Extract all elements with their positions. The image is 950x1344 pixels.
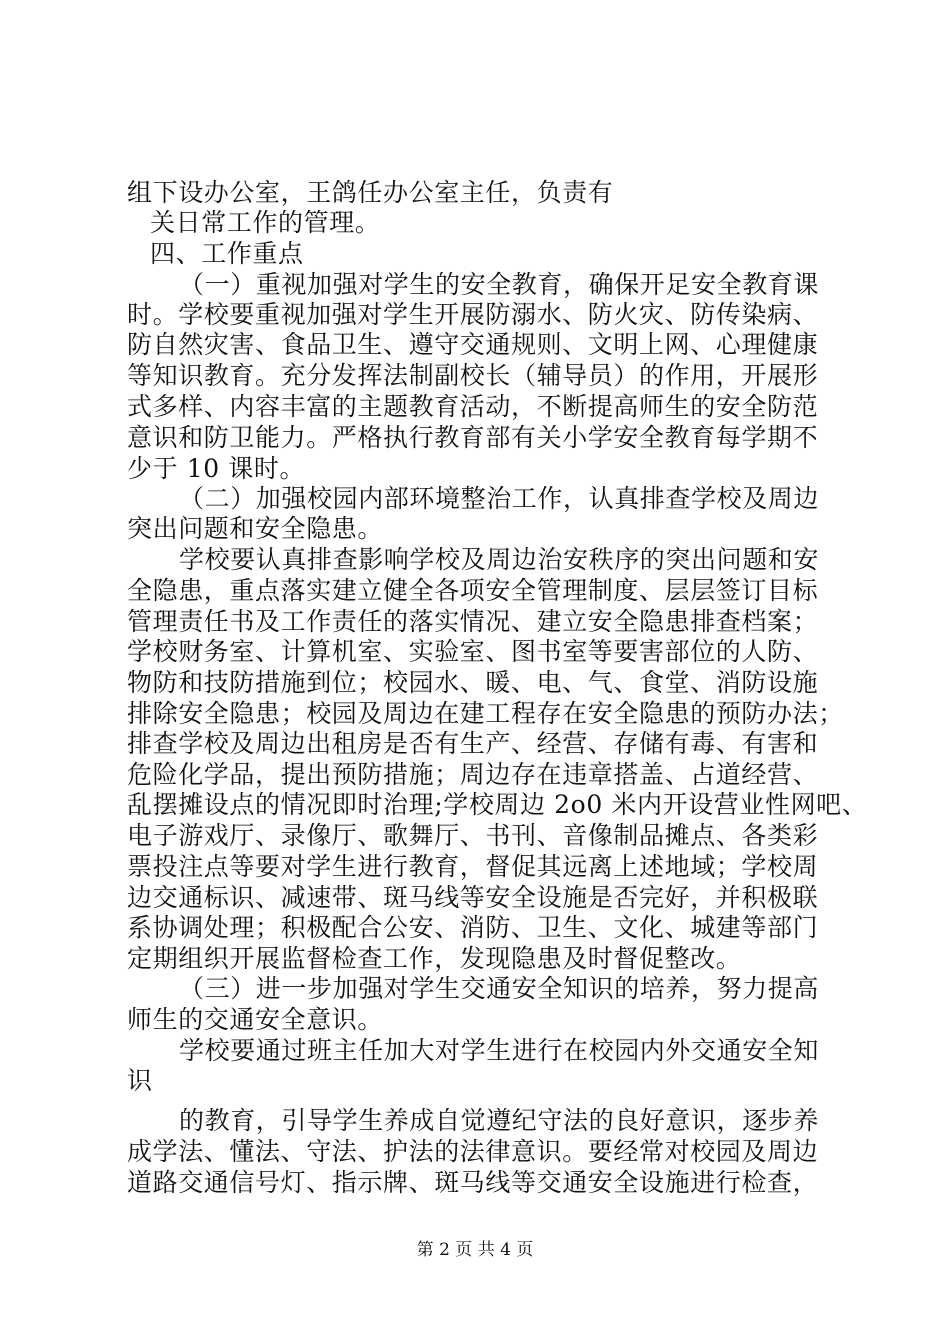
text-line: 管理责任书及工作责任的落实情况、建立安全隐患排查档案；: [127, 607, 819, 636]
text-line: 边交通标识、减速带、斑马线等安全设施是否完好，并积极联: [127, 883, 819, 912]
text-line: 意识和防卫能力。严格执行教育部有关小学安全教育每学期不: [127, 423, 819, 452]
text-line: 成学法、懂法、守法、护法的法律意识。要经常对校园及周边: [127, 1137, 819, 1166]
text-line: 定期组织开展监督检查工作，发现隐患及时督促整改。: [127, 944, 742, 973]
text-line: 时。学校要重视加强对学生开展防溺水、防火灾、防传染病、: [127, 300, 819, 329]
text-line: 学校要通过班主任加大对学生进行在校园内外交通安全知: [179, 1036, 820, 1065]
text-line: 式多样、内容丰富的主题教育活动，不断提高师生的安全防范: [127, 392, 819, 421]
text-line: 排除安全隐患；校园及周边在建工程存在安全隐患的预防办法；: [127, 699, 844, 728]
subsection-heading: （一）重视加强对学生的安全教育，确保开足安全教育课: [179, 270, 820, 299]
text-line: 乱摆摊设点的情况即时治理;学校周边 2o0 米内开设营业性网吧、: [127, 790, 868, 819]
subsection-heading: （三）进一步加强对学生交通安全知识的培养，努力提高: [179, 974, 820, 1003]
text-line: 系协调处理；积极配合公安、消防、卫生、文化、城建等部门: [127, 913, 819, 942]
text-line: 的教育，引导学生养成自觉遵纪守法的良好意识，逐步养: [179, 1106, 820, 1135]
text-line: 突出问题和安全隐患。: [127, 514, 384, 543]
text-line: 师生的交通安全意识。: [127, 1005, 384, 1034]
text-line: 防自然灾害、食品卫生、遵守交通规则、文明上网、心理健康: [127, 330, 819, 359]
text-line: 道路交通信号灯、指示牌、斑马线等交通安全设施进行检查，: [127, 1168, 819, 1197]
text-line: 少于 10 课时。: [127, 454, 306, 483]
text-line: 全隐患，重点落实建立健全各项安全管理制度、层层签订目标: [127, 576, 819, 605]
text-line: 学校要认真排查影响学校及周边治安秩序的突出问题和安: [179, 545, 820, 574]
text-line: 物防和技防措施到位；校园水、暖、电、气、食堂、消防设施: [127, 668, 819, 697]
text-line: 等知识教育。充分发挥法制副校长（辅导员）的作用，开展形: [127, 361, 819, 390]
text-line: 组下设办公室，王鸽任办公室主任，负责有: [127, 178, 614, 207]
text-line: 识: [127, 1066, 153, 1095]
page-footer: 第 2 页 共 4 页: [416, 1240, 534, 1260]
text-line: 危险化学品，提出预防措施；周边存在违章搭盖、占道经营、: [127, 760, 819, 789]
text-line: 票投注点等要对学生进行教育，督促其远离上述地域；学校周: [127, 852, 819, 881]
text-line: 关日常工作的管理。: [150, 208, 381, 237]
text-line: 电子游戏厅、录像厅、歌舞厅、书刊、音像制品摊点、各类彩: [127, 821, 819, 850]
text-line: 学校财务室、计算机室、实验室、图书室等要害部位的人防、: [127, 637, 819, 666]
subsection-heading: （二）加强校园内部环境整治工作，认真排查学校及周边: [179, 484, 820, 513]
text-line: 排查学校及周边出租房是否有生产、经营、存储有毒、有害和: [127, 729, 819, 758]
section-heading: 四、工作重点: [150, 239, 304, 268]
